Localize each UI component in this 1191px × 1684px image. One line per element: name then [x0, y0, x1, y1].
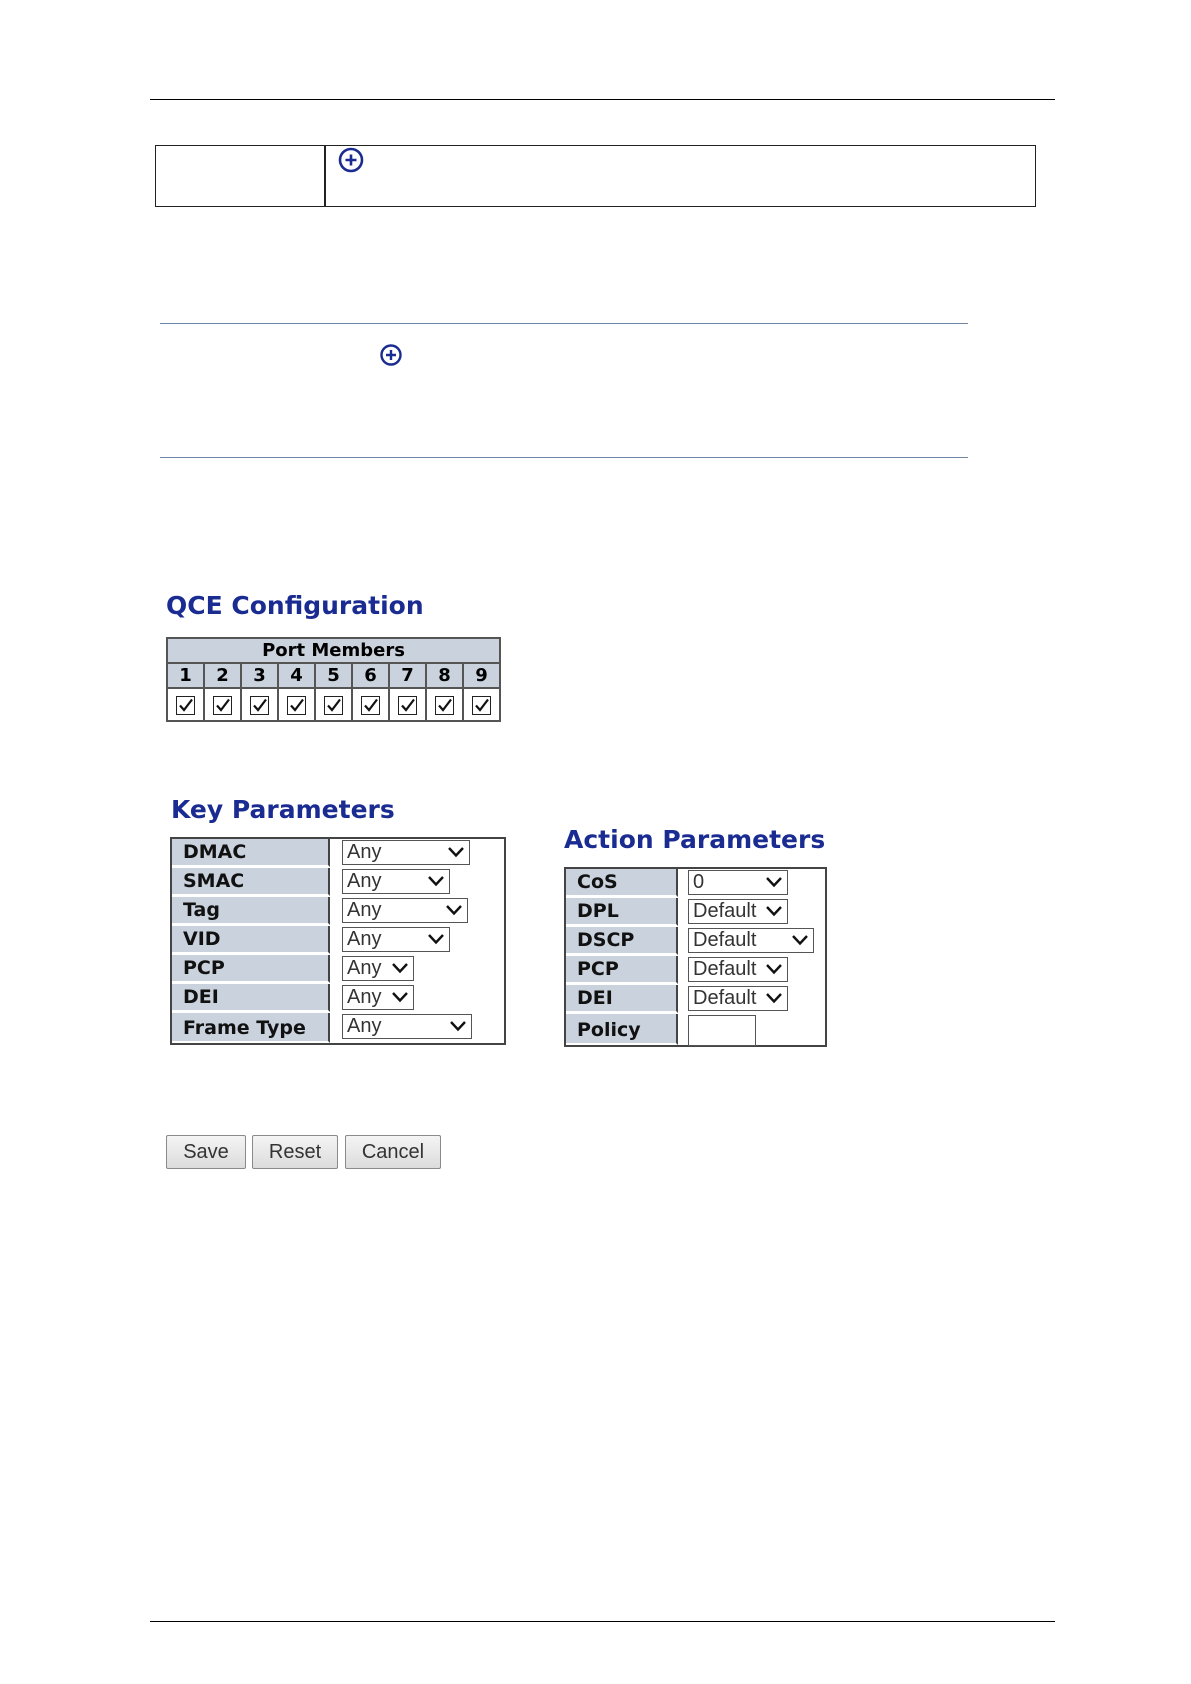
key-param-label: VID	[172, 926, 330, 954]
port-member-cell	[278, 688, 315, 721]
chevron-down-icon	[427, 931, 445, 947]
key-param-select[interactable]	[342, 956, 414, 981]
divider-bottom	[160, 457, 968, 458]
plus-circle-icon[interactable]	[338, 147, 362, 171]
port-member-checkbox[interactable]	[398, 696, 417, 715]
port-member-checkbox[interactable]	[176, 696, 195, 715]
port-member-checkbox[interactable]	[287, 696, 306, 715]
qce-config-title: QCE Configuration	[166, 591, 424, 620]
chevron-down-icon	[765, 874, 783, 890]
key-param-label: DEI	[172, 984, 330, 1012]
action-param-label: DSCP	[566, 927, 678, 955]
save-button[interactable]: Save	[166, 1135, 246, 1169]
action-param-select[interactable]	[688, 986, 788, 1011]
action-param-value: Default	[693, 987, 757, 1009]
key-param-value: Any	[347, 957, 382, 979]
port-member-cell	[389, 688, 426, 721]
cancel-button[interactable]: Cancel	[345, 1135, 441, 1169]
key-param-label: PCP	[172, 955, 330, 983]
port-number-header: 2	[204, 663, 241, 688]
port-member-cell	[352, 688, 389, 721]
chevron-down-icon	[445, 902, 463, 918]
port-number-header: 4	[278, 663, 315, 688]
port-member-cell	[204, 688, 241, 721]
key-param-value: Any	[347, 928, 382, 950]
port-member-cell	[241, 688, 278, 721]
port-number-header: 1	[167, 663, 204, 688]
key-param-value: Any	[347, 986, 382, 1008]
key-param-value: Any	[347, 870, 382, 892]
policy-input[interactable]	[688, 1015, 756, 1046]
key-param-select[interactable]	[342, 869, 450, 894]
key-param-label: DMAC	[172, 839, 330, 867]
key-param-select[interactable]	[342, 840, 470, 865]
key-param-select[interactable]	[342, 898, 468, 923]
check-icon	[289, 697, 305, 713]
port-number-header: 9	[463, 663, 500, 688]
action-param-value: Default	[693, 929, 757, 951]
port-number-header: 7	[389, 663, 426, 688]
key-param-label: Frame Type	[172, 1013, 330, 1043]
chevron-down-icon	[791, 932, 809, 948]
doc-table-divider	[324, 146, 326, 206]
key-param-select[interactable]	[342, 985, 414, 1010]
port-number-header: 6	[352, 663, 389, 688]
chevron-down-icon	[449, 1018, 467, 1034]
port-member-checkbox[interactable]	[361, 696, 380, 715]
key-params-title: Key Parameters	[171, 795, 395, 824]
port-member-cell	[167, 688, 204, 721]
key-param-select[interactable]	[342, 1014, 472, 1039]
port-member-checkbox[interactable]	[250, 696, 269, 715]
action-param-label: Policy	[566, 1014, 678, 1045]
port-member-cell	[426, 688, 463, 721]
action-param-value: 0	[693, 871, 705, 893]
key-params-table	[170, 837, 506, 1045]
page-header-rule	[150, 99, 1055, 100]
port-members-header: Port Members	[167, 638, 500, 663]
chevron-down-icon	[391, 989, 409, 1005]
action-param-select[interactable]	[688, 928, 814, 953]
check-icon	[326, 697, 342, 713]
doc-table	[155, 145, 1036, 207]
port-member-checkbox[interactable]	[472, 696, 491, 715]
port-member-cell	[463, 688, 500, 721]
chevron-down-icon	[765, 990, 783, 1006]
action-params-table	[564, 867, 827, 1047]
action-param-select[interactable]	[688, 899, 788, 924]
check-icon	[363, 697, 379, 713]
check-icon	[400, 697, 416, 713]
plus-circle-icon[interactable]	[379, 343, 403, 367]
key-param-value: Any	[347, 899, 382, 921]
port-number-header: 8	[426, 663, 463, 688]
action-param-label: CoS	[566, 869, 678, 897]
action-param-select[interactable]	[688, 870, 788, 895]
key-param-label: SMAC	[172, 868, 330, 896]
page-footer-rule	[150, 1621, 1055, 1622]
action-param-value: Default	[693, 958, 757, 980]
port-number-header: 5	[315, 663, 352, 688]
check-icon	[437, 697, 453, 713]
action-param-value: Default	[693, 900, 757, 922]
port-member-checkbox[interactable]	[435, 696, 454, 715]
action-param-select[interactable]	[688, 957, 788, 982]
port-member-checkbox[interactable]	[213, 696, 232, 715]
port-members-table	[166, 637, 501, 722]
chevron-down-icon	[427, 873, 445, 889]
key-param-value: Any	[347, 1015, 382, 1037]
check-icon	[474, 697, 490, 713]
action-param-label: PCP	[566, 956, 678, 984]
key-param-label: Tag	[172, 897, 330, 925]
action-param-label: DPL	[566, 898, 678, 926]
divider-top	[160, 323, 968, 324]
chevron-down-icon	[447, 844, 465, 860]
chevron-down-icon	[765, 903, 783, 919]
port-member-checkbox[interactable]	[324, 696, 343, 715]
port-number-header: 3	[241, 663, 278, 688]
action-params-title: Action Parameters	[564, 825, 826, 854]
check-icon	[215, 697, 231, 713]
action-param-label: DEI	[566, 985, 678, 1013]
chevron-down-icon	[765, 961, 783, 977]
key-param-select[interactable]	[342, 927, 450, 952]
check-icon	[252, 697, 268, 713]
chevron-down-icon	[391, 960, 409, 976]
key-param-value: Any	[347, 841, 382, 863]
port-member-cell	[315, 688, 352, 721]
check-icon	[178, 697, 194, 713]
reset-button[interactable]: Reset	[252, 1135, 338, 1169]
